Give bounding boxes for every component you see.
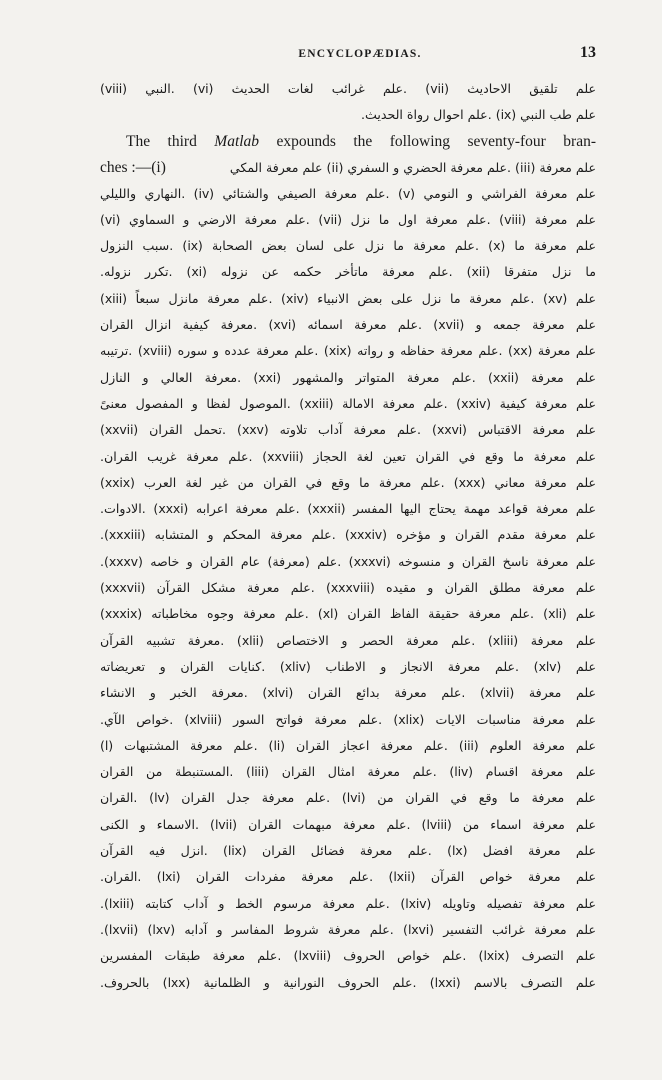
arabic-line: علم التصرف بالاسم (lxxi) .علم الحروف النورانية و الظلمانية (lxx) بالحروف. xyxy=(100,974,596,990)
intro-arabic-block xyxy=(100,76,596,129)
arabic-line: علم معرفة (viii) .علم معرفة اول ما نزل (vii) .علم معرفة الارضي و السماوي (vi) xyxy=(100,211,596,227)
arabic-line: علم معرفة قواعد مهمة يحتاج اليها المفسر (xxxii) .علم معرفة اعرابه (xxxi) .الادوات. xyxy=(100,501,596,517)
paragraph-line xyxy=(100,155,596,181)
arabic-line: علم معرفة غرائب التفسير (lxvi) .علم معرفة شروط المفاسر و آدابه (lxv) (lxvii). xyxy=(100,921,596,937)
text-run: The third xyxy=(126,132,215,150)
paragraph-line xyxy=(100,129,596,155)
arabic-line: ما نزل متفرقا (xii) .علم معرفة ماتأخر حكمه عن نزوله (xi) .تكرر نزوله. xyxy=(100,264,596,280)
arabic-line: علم معرفة اسماء من (lviii) .علم معرفة مبهمات القران (lvii) .الاسماء و الكنى xyxy=(100,816,596,832)
arabic-line: علم معرفة الفراشي و النومي (v) .علم معرفة الصيفي والشتائي (iv) .النهاري والليلي xyxy=(100,185,596,201)
page-header xyxy=(100,44,596,76)
arabic-line: علم معرفة خواص القرآن (lxii) .علم معرفة مفردات القران (lxi) .القران. xyxy=(100,869,596,885)
arabic-line: علم تلقيق الاحاديث (vii) .علم غرائب لغات الحديث (vi) .النبي (viii) xyxy=(100,81,596,96)
arabic-line: علم معرفة (xxii) .علم معرفة المتواتر والمشهور (xxi) .معرفة العالي و النازل xyxy=(100,369,596,385)
arabic-line: علم (xli) .علم معرفة حقيقة الفاظ القران (xl) .علم معرفة وجوه مخاطباته (xxxix) xyxy=(100,606,596,622)
page-number: 13 xyxy=(580,44,596,61)
arabic-line: علم معرفة ناسخ القران و منسوخه (xxxvi) .علم (معرفة) عام القران و خاصه (xxxv). xyxy=(100,553,596,569)
arabic-line: علم معرفة مناسبات الايات (xlix) .علم معرفة فواتح السور (xlviii) .خواص الآي. xyxy=(100,711,596,727)
arabic-line: علم معرفة معاني (xxx) .علم معرفة ما وقع في القران من غير لغة العرب (xxix) xyxy=(100,474,596,490)
running-head: ENCYCLOPÆDIAS. xyxy=(298,48,422,60)
arabic-line: علم (xlv) .علم معرفة الانجاز و الاطناب (xliv) .كنايات القران و تعريضاته xyxy=(100,658,596,674)
arabic-line: علم معرفة ما (x) .علم معرفة ما نزل على لسان بعض الصحابة (ix) .سبب النزول xyxy=(100,238,596,254)
arabic-line: علم معرفة ما وقع في القران تعين لغة الحجاز (xxviii) .علم معرفة غريب القران. xyxy=(100,448,596,464)
arabic-line: علم معرفة اقسام (liv) .علم معرفة امثال القران (liii) .المستنبطة من القران xyxy=(100,764,596,780)
arabic-line: علم معرفة افضل (lx) .علم معرفة فضائل القران (lix) .انزل فيه القرآن xyxy=(100,843,596,859)
arabic-line: علم (xv) .علم معرفة ما نزل على بعض الانبياء (xiv) .علم معرفة مانزل سبعاً (xiii) xyxy=(100,290,596,306)
text-run: expounds the following seventy-four bran- xyxy=(259,132,596,150)
matlab-term: Matlab xyxy=(214,132,260,150)
arabic-line: علم معرفة العلوم (iii) .علم معرفة اعجاز القران (li) .علم معرفة المشتبهات (l) xyxy=(100,737,596,753)
arabic-line: علم معرفة ما وقع في القران من (lvi) .علم معرفة جدل القران (lv) .القران xyxy=(100,790,596,806)
arabic-line: علم التصرف (lxix) .علم خواص الحروف (lxviii) .علم معرفة طبقات المفسرين xyxy=(100,948,596,964)
arabic-line: علم معرفة (xx) .علم معرفة حفاظه و رواته (xix) .علم معرفة عدده و سوره (xviii) .ترتيبه xyxy=(100,343,596,359)
english-paragraph xyxy=(100,129,596,181)
text-run: ches :—(i) xyxy=(100,158,166,176)
arabic-line: علم طب النبي (ix) .علم احوال رواة الحديث. xyxy=(360,107,596,123)
arabic-run: علم معرفة (iii) .علم معرفة الحضري و السفري (ii) علم معرفة المكي xyxy=(229,159,596,175)
arabic-line: علم معرفة مقدم القران و مؤخره (xxxiv) .علم معرفة المحكم و المتشابه (xxxiii). xyxy=(100,527,596,543)
arabic-line: علم معرفة الاقتباس (xxvi) .علم معرفة آداب تلاوته (xxv) .تحمل القران (xxvii) xyxy=(100,422,596,438)
arabic-line: علم معرفة تفصيله وتاويله (lxiv) .علم معرفة مرسوم الخط و آداب كتابته (lxiii). xyxy=(100,895,596,911)
arabic-line: علم معرفة كيفية (xxiv) .علم معرفة الامالة (xxiii) .الموصول لفظا و المفصول معنىً xyxy=(100,395,596,411)
branches-list xyxy=(100,181,596,996)
arabic-line: علم معرفة (xlvii) .علم معرفة بدائع القران (xlvi) .معرفة الخبر و الانشاء xyxy=(100,685,596,701)
arabic-line: علم معرفة مطلق القران و مقيده (xxxviii) .علم معرفة مشكل القرآن (xxxvii) xyxy=(100,580,596,596)
arabic-line: علم معرفة جمعه و (xvii) .علم معرفة اسمائه (xvi) .معرفة كيفية انزال القران xyxy=(100,317,596,333)
arabic-line: علم معرفة (xliii) .علم معرفة الحصر و الاختصاص (xlii) .معرفة تشبيه القرآن xyxy=(100,632,596,648)
